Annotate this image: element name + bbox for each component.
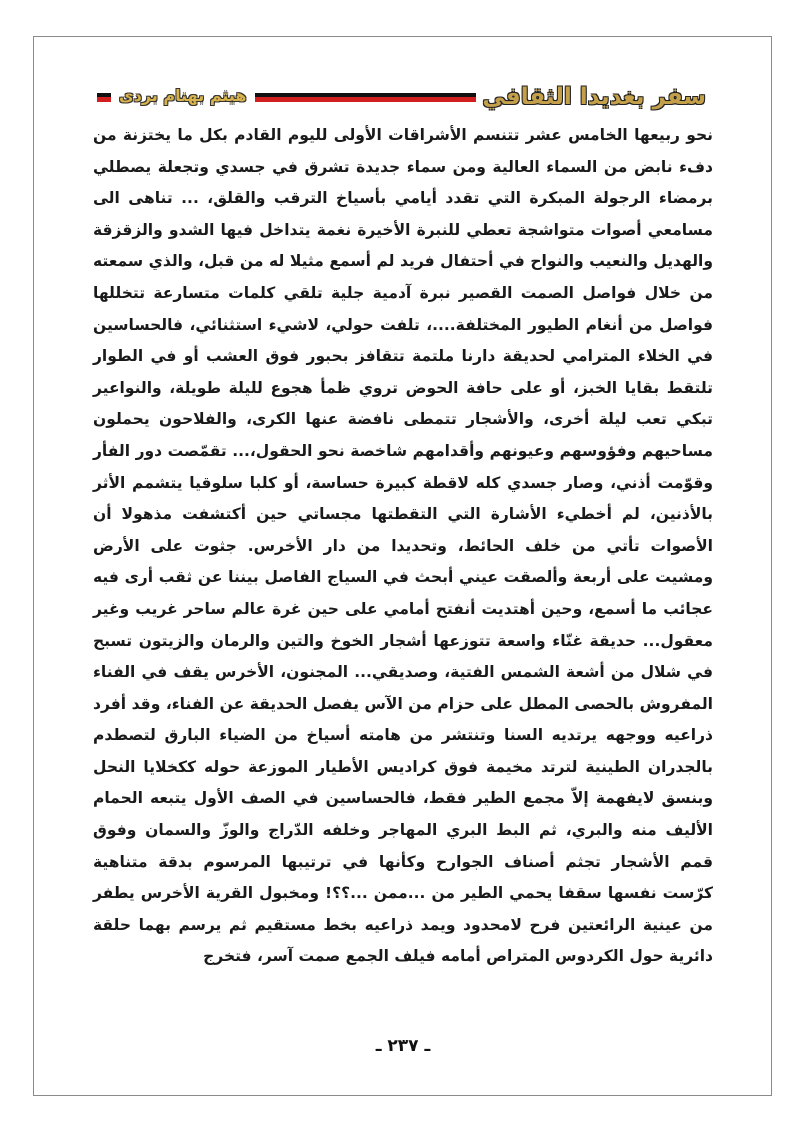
- book-title: سفر بغديدا الثقافي: [476, 82, 712, 112]
- body-paragraph: نحو ربيعها الخامس عشر تتنسم الأشراقات الأولى لليوم القادم بكل ما يختزنة من دفء نابض من السماء العالية ومن سماء جديدة تشرق في جسدي وتجعلة يصطلي برمضاء الرجولة المبكرة التي تقدد أيامي بأسياخ الترقب والقلق، ... تناهى الى مسامعي أصوات متواشجة تعطي للنبرة الأخيرة نغمة يتداخل فيها الشدو والزقزقة والهديل والنعيب والنواح في أحتفال فريد لم أسمع مثيلا له من قبل، والذي سمعته من خلال فواصل الصمت القصير نبرة آدمية جلية تلقي كلمات متسارعة تتخللها فواصل من أنغام الطيور المختلفة....، تلفت حولي، لاشيء استثنائي، فالحساسين في الخلاء المترامي لحديقة دارنا ملتمة تتقافز بحبور فوق العشب أو في الطوار تلتقط بقايا الخبز، أو على حافة الحوض تروي ظمأ هجوع لليلة طويلة، والنواعير تبكي تعب ليلة أخرى، والأشجار تتمطى نافضة عنها الكرى، والفلاحون يحملون مساحيهم وفؤوسهم وعيونهم وأقدامهم شاخصة نحو الحقول،... تقمّصت دور الفأر وقوّمت أذني، وصار جسدي كله لاقطة كبيرة حساسة، أو كلبا سلوقيا يتشمم الأثر بالأذنين، لم أخطيء الأشارة التي التقطتها مجساتي حين أكتشفت مذهولا أن الأصوات تأتي من خلف الحائط، وتحديدا من دار الأخرس. جثوت على الأرض ومشيت على أربعة وألصقت عيني أبحث في السياج الفاصل بيننا عن ثقب أرى فيه عجائب ما أسمع، وحين أهتديت أنفتح أمامي على حين غرة عالم ساحر غريب وغير معقول... حديقة غنّاء واسعة تتوزعها أشجار الخوخ والتين والرمان والزيتون تسبح في شلال من أشعة الشمس الفتية، وصديقي... المجنون، الأخرس يقف في الفناء المفروش بالحصى المطل على حزام من الآس يفصل الحديقة عن الفناء، وقد أفرد ذراعيه ووجهه يرتديه السنا وتنتشر من هامته أسياخ من الضياء البارق لتصطدم بالجدران الطينية لترتد مخيمة فوق كراديس الأطيار الموزعة حوله ككخلايا النحل وبنسق لايفهمة إلاّ مجمع الطير فقط، فالحساسين في الصف الأول يتبعه الحمام الأليف منه والبري، ثم البط البري المهاجر وخلفه الدّراج والوزّ والسمان وفوق قمم الأشجار تجثم أصناف الجوارح وكأنها في ترتيبها المرسوم بدقة متناهية كرّست نفسها سقفا يحمي الطير من ...ممن ...؟؟! ومخبول القرية الأخرس يطفر من عينية الرائعتين فرح لامحدود ويمد ذراعيه بخط مستقيم ثم يرسم بهما حلقة دائرية حول الكردوس المتراص أمامه فيلف الجمع صمت آسر، فتخرج: [93, 126, 713, 966]
- author-name: هيثم بهنام بردى: [111, 84, 255, 108]
- page-number: ـ ٢٣٧ ـ: [375, 1036, 431, 1056]
- page-header: [97, 80, 712, 116]
